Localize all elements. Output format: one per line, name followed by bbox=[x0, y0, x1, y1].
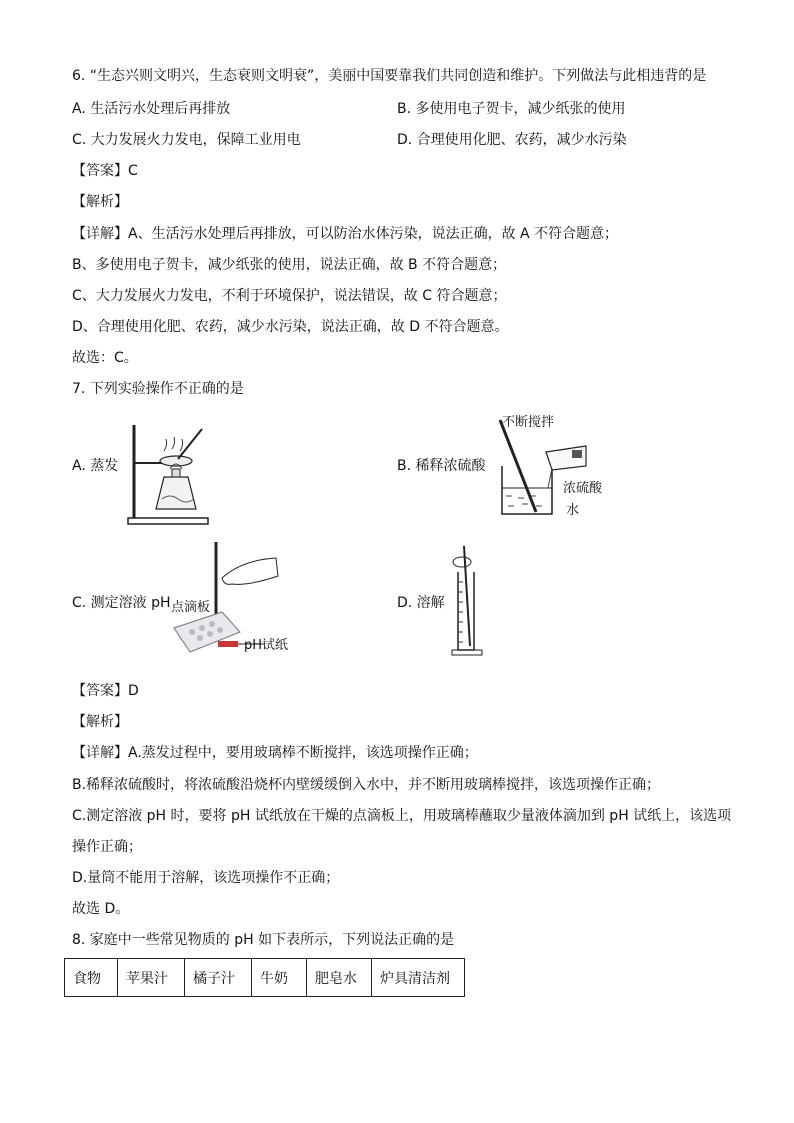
q7-option-d: D. 溶解 bbox=[397, 595, 445, 611]
q6-detail-a: 【详解】A、生活污水处理后再排放，可以防治水体污染，说法正确，故 A 不符合题意； bbox=[72, 226, 619, 242]
q6-answer: 【答案】C bbox=[72, 163, 138, 179]
q6-detail-d: D、合理使用化肥、农药，减少水污染，说法正确，故 D 不符合题意。 bbox=[72, 319, 509, 335]
q6-option-d: D. 合理使用化肥、农药，减少水污染 bbox=[397, 132, 627, 148]
q6-conclusion: 故选：C。 bbox=[72, 350, 138, 366]
q6-option-c: C. 大力发展火力发电，保障工业用电 bbox=[72, 132, 301, 148]
q7-stem: 7. 下列实验操作不正确的是 bbox=[72, 381, 244, 397]
table-header-cell: 苹果汁 bbox=[118, 959, 185, 997]
water-label: 水 bbox=[566, 503, 580, 518]
q7-analysis-heading: 【解析】 bbox=[72, 714, 128, 730]
table-header-cell: 炉具清洁剂 bbox=[372, 959, 465, 997]
q7-detail-c: C.测定溶液 pH 时，要将 pH 试纸放在干燥的点滴板上，用玻璃棒蘸取少量液体滴加到 pH 试纸上，该选项 bbox=[72, 808, 732, 824]
q7-option-b: B. 稀释浓硫酸 bbox=[397, 458, 486, 474]
spot-plate-label: 点滴板 bbox=[171, 600, 211, 615]
q7-detail-a: 【详解】A.蒸发过程中，要用玻璃棒不断搅拌，该选项操作正确； bbox=[72, 745, 478, 761]
evaporation-apparatus-figure bbox=[120, 415, 210, 527]
stir-label: 不断搅拌 bbox=[502, 415, 555, 430]
ph-paper-label: pH试纸 bbox=[244, 638, 289, 653]
graduated-cylinder-figure bbox=[448, 542, 488, 662]
table-header-cell: 橘子汁 bbox=[185, 959, 252, 997]
q6-option-a: A. 生活污水处理后再排放 bbox=[72, 101, 231, 117]
q6-option-b: B. 多使用电子贺卡，减少纸张的使用 bbox=[397, 101, 626, 117]
q6-stem: 6. “生态兴则文明兴，生态衰则文明衰”，美丽中国要靠我们共同创造和维护。下列做法与此相违背的是 bbox=[72, 68, 707, 84]
q7-option-a: A. 蒸发 bbox=[72, 458, 119, 474]
q8-stem: 8. 家庭中一些常见物质的 pH 如下表所示，下列说法正确的是 bbox=[72, 932, 455, 948]
table-header-cell: 牛奶 bbox=[252, 959, 307, 997]
q7-detail-c-cont: 操作正确； bbox=[72, 839, 142, 855]
conc-acid-label: 浓硫酸 bbox=[563, 481, 603, 496]
q7-detail-d: D.量筒不能用于溶解，该选项操作不正确； bbox=[72, 870, 340, 886]
q6-detail-b: B、多使用电子贺卡，减少纸张的使用，说法正确，故 B 不符合题意； bbox=[72, 257, 507, 273]
table-row bbox=[65, 959, 465, 997]
q7-option-c: C. 测定溶液 pH bbox=[72, 595, 171, 611]
q7-answer: 【答案】D bbox=[72, 683, 139, 699]
ph-table bbox=[64, 958, 465, 997]
q6-analysis-heading: 【解析】 bbox=[72, 194, 128, 210]
q6-detail-c: C、大力发展火力发电，不利于环境保护，说法错误，故 C 符合题意； bbox=[72, 288, 507, 304]
table-header-cell: 食物 bbox=[65, 959, 118, 997]
q7-conclusion: 故选 D。 bbox=[72, 901, 130, 917]
q7-detail-b: B.稀释浓硫酸时，将浓硫酸沿烧杯内壁缓缓倒入水中，并不断用玻璃棒搅拌，该选项操作正确； bbox=[72, 777, 661, 793]
table-header-cell: 肥皂水 bbox=[307, 959, 372, 997]
